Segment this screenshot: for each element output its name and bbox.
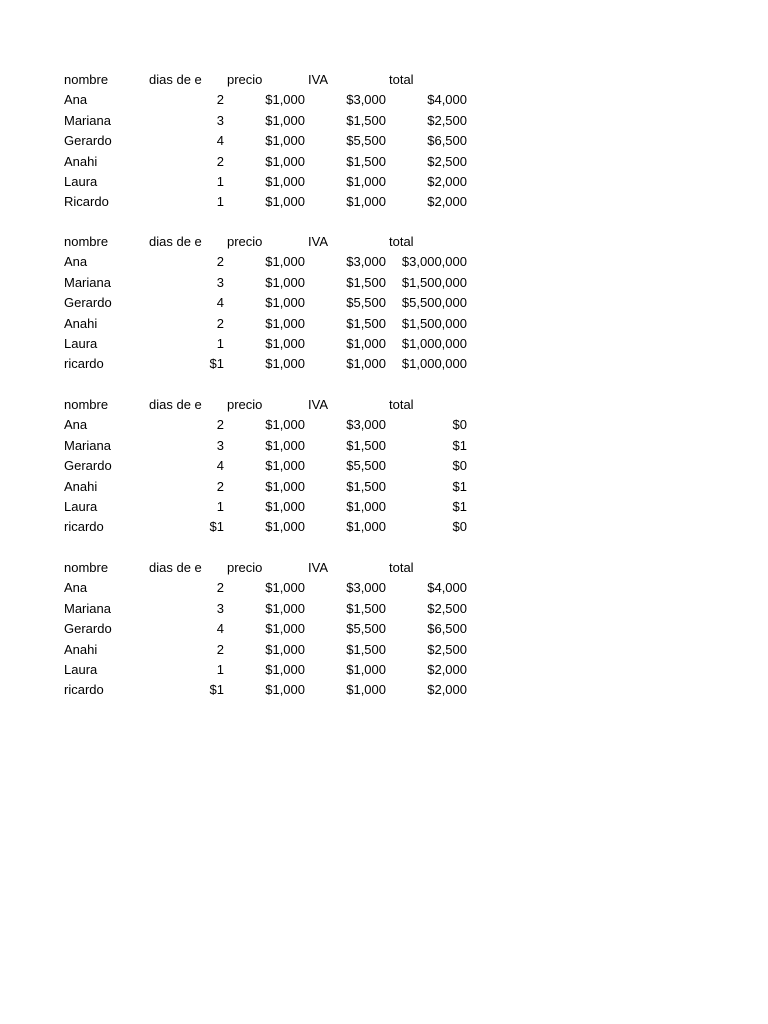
header-total: total	[389, 234, 414, 249]
header-nombre: nombre	[64, 72, 109, 87]
cell-total: $2,500	[427, 153, 467, 169]
cell-total: $0	[452, 417, 467, 433]
cell-total: $1,000,000	[401, 335, 467, 351]
cell-nombre: Gerardo	[64, 621, 112, 637]
cell-iva: $1,500	[346, 112, 386, 128]
table-row	[0, 354, 768, 374]
header-row	[0, 232, 768, 252]
header-dias: dias de e	[149, 397, 202, 412]
cell-nombre: Laura	[64, 173, 98, 189]
cell-iva: $3,000	[346, 417, 386, 433]
cell-total: $1	[452, 498, 467, 514]
cell-dias: 3	[216, 274, 224, 290]
cell-iva: $3,000	[346, 254, 386, 270]
cell-nombre: Anahi	[64, 153, 98, 169]
cell-iva: $1,500	[346, 274, 386, 290]
cell-nombre: Gerardo	[64, 458, 112, 474]
cell-dias: 2	[216, 417, 224, 433]
header-iva: IVA	[308, 234, 328, 249]
header-nombre: nombre	[64, 397, 109, 412]
cell-nombre: Gerardo	[64, 133, 112, 149]
cell-nombre: ricardo	[64, 356, 104, 372]
cell-dias: 2	[216, 315, 224, 331]
cell-dias: 1	[216, 498, 224, 514]
header-iva: IVA	[308, 72, 328, 87]
cell-precio: $1,000	[265, 194, 305, 210]
cell-nombre: Ana	[64, 254, 88, 270]
cell-total: $2,000	[427, 194, 467, 210]
header-iva: IVA	[308, 560, 328, 575]
cell-iva: $1,000	[346, 498, 386, 514]
cell-precio: $1,000	[265, 335, 305, 351]
cell-dias: $1	[209, 682, 224, 698]
cell-iva: $5,500	[346, 458, 386, 474]
table-row	[0, 456, 768, 476]
cell-total: $2,000	[427, 173, 467, 189]
table-row	[0, 517, 768, 537]
cell-iva: $1,000	[346, 682, 386, 698]
header-precio: precio	[227, 234, 263, 249]
cell-iva: $1,000	[346, 356, 386, 372]
cell-dias: 2	[216, 254, 224, 270]
cell-iva: $3,000	[346, 580, 386, 596]
header-dias: dias de e	[149, 560, 202, 575]
cell-iva: $1,500	[346, 641, 386, 657]
header-precio: precio	[227, 72, 263, 87]
cell-dias: 2	[216, 580, 224, 596]
cell-dias: 1	[216, 194, 224, 210]
cell-total: $2,000	[427, 682, 467, 698]
header-iva: IVA	[308, 397, 328, 412]
table-row	[0, 640, 768, 660]
cell-total: $1,000,000	[401, 356, 467, 372]
table-row	[0, 680, 768, 700]
table-row	[0, 172, 768, 192]
header-row	[0, 70, 768, 90]
cell-total: $0	[452, 458, 467, 474]
table-row	[0, 334, 768, 354]
cell-dias: 2	[216, 153, 224, 169]
cell-precio: $1,000	[265, 621, 305, 637]
table-row	[0, 314, 768, 334]
header-row	[0, 395, 768, 415]
cell-iva: $1,500	[346, 437, 386, 453]
cell-iva: $1,500	[346, 478, 386, 494]
table-row	[0, 252, 768, 272]
cell-dias: 2	[216, 478, 224, 494]
cell-nombre: Gerardo	[64, 295, 112, 311]
table-4	[0, 558, 768, 701]
cell-nombre: Ana	[64, 580, 88, 596]
table-row	[0, 415, 768, 435]
table-row	[0, 111, 768, 131]
cell-dias: 2	[216, 641, 224, 657]
cell-iva: $1,000	[346, 661, 386, 677]
cell-precio: $1,000	[265, 356, 305, 372]
header-nombre: nombre	[64, 560, 109, 575]
table-row	[0, 436, 768, 456]
cell-total: $3,000,000	[401, 254, 467, 270]
cell-nombre: Ana	[64, 92, 88, 108]
cell-iva: $1,000	[346, 519, 386, 535]
header-total: total	[389, 397, 414, 412]
table-row	[0, 660, 768, 680]
cell-precio: $1,000	[265, 661, 305, 677]
table-1	[0, 70, 768, 213]
cell-nombre: Anahi	[64, 315, 98, 331]
cell-total: $2,000	[427, 661, 467, 677]
table-row	[0, 192, 768, 212]
cell-precio: $1,000	[265, 295, 305, 311]
table-row	[0, 152, 768, 172]
cell-precio: $1,000	[265, 641, 305, 657]
cell-precio: $1,000	[265, 437, 305, 453]
header-precio: precio	[227, 560, 263, 575]
cell-nombre: ricardo	[64, 519, 104, 535]
cell-total: $2,500	[427, 112, 467, 128]
cell-precio: $1,000	[265, 458, 305, 474]
cell-precio: $1,000	[265, 133, 305, 149]
header-total: total	[389, 560, 414, 575]
cell-nombre: Mariana	[64, 274, 111, 290]
cell-total: $4,000	[427, 92, 467, 108]
cell-dias: 1	[216, 173, 224, 189]
cell-iva: $5,500	[346, 621, 386, 637]
cell-precio: $1,000	[265, 519, 305, 535]
table-row	[0, 273, 768, 293]
header-row	[0, 558, 768, 578]
header-precio: precio	[227, 397, 263, 412]
table-row	[0, 477, 768, 497]
cell-total: $4,000	[427, 580, 467, 596]
cell-total: $6,500	[427, 133, 467, 149]
cell-nombre: Mariana	[64, 437, 111, 453]
cell-dias: 2	[216, 92, 224, 108]
cell-dias: 4	[216, 621, 224, 637]
cell-nombre: Anahi	[64, 478, 98, 494]
cell-iva: $1,000	[346, 194, 386, 210]
cell-total: $5,500,000	[401, 295, 467, 311]
cell-nombre: Laura	[64, 335, 98, 351]
cell-dias: 3	[216, 437, 224, 453]
cell-total: $1,500,000	[401, 315, 467, 331]
cell-nombre: Mariana	[64, 112, 111, 128]
cell-nombre: Laura	[64, 498, 98, 514]
cell-dias: 1	[216, 661, 224, 677]
cell-iva: $3,000	[346, 92, 386, 108]
table-row	[0, 131, 768, 151]
table-row	[0, 497, 768, 517]
cell-total: $0	[452, 519, 467, 535]
cell-total: $2,500	[427, 641, 467, 657]
cell-total: $2,500	[427, 600, 467, 616]
cell-total: $1,500,000	[401, 274, 467, 290]
table-row	[0, 599, 768, 619]
cell-total: $1	[452, 437, 467, 453]
cell-precio: $1,000	[265, 478, 305, 494]
cell-iva: $1,000	[346, 335, 386, 351]
cell-precio: $1,000	[265, 682, 305, 698]
cell-precio: $1,000	[265, 112, 305, 128]
cell-precio: $1,000	[265, 580, 305, 596]
cell-iva: $5,500	[346, 133, 386, 149]
cell-precio: $1,000	[265, 600, 305, 616]
header-dias: dias de e	[149, 72, 202, 87]
cell-precio: $1,000	[265, 274, 305, 290]
table-row	[0, 619, 768, 639]
cell-precio: $1,000	[265, 417, 305, 433]
table-row	[0, 578, 768, 598]
table-3	[0, 395, 768, 538]
cell-dias: 4	[216, 458, 224, 474]
cell-dias: 4	[216, 295, 224, 311]
cell-dias: 3	[216, 600, 224, 616]
cell-nombre: Ricardo	[64, 194, 109, 210]
cell-nombre: Mariana	[64, 600, 111, 616]
cell-dias: 3	[216, 112, 224, 128]
cell-iva: $1,500	[346, 600, 386, 616]
cell-precio: $1,000	[265, 254, 305, 270]
cell-total: $1	[452, 478, 467, 494]
cell-iva: $1,500	[346, 315, 386, 331]
cell-iva: $1,000	[346, 173, 386, 189]
cell-precio: $1,000	[265, 173, 305, 189]
cell-nombre: Laura	[64, 661, 98, 677]
cell-iva: $1,500	[346, 153, 386, 169]
cell-total: $6,500	[427, 621, 467, 637]
header-nombre: nombre	[64, 234, 109, 249]
table-2	[0, 232, 768, 375]
cell-nombre: ricardo	[64, 682, 104, 698]
header-total: total	[389, 72, 414, 87]
cell-dias: 4	[216, 133, 224, 149]
header-dias: dias de e	[149, 234, 202, 249]
cell-precio: $1,000	[265, 153, 305, 169]
cell-nombre: Ana	[64, 417, 88, 433]
cell-precio: $1,000	[265, 92, 305, 108]
table-row	[0, 90, 768, 110]
cell-dias: $1	[209, 356, 224, 372]
cell-iva: $5,500	[346, 295, 386, 311]
cell-precio: $1,000	[265, 498, 305, 514]
cell-dias: $1	[209, 519, 224, 535]
cell-dias: 1	[216, 335, 224, 351]
cell-precio: $1,000	[265, 315, 305, 331]
cell-nombre: Anahi	[64, 641, 98, 657]
table-row	[0, 293, 768, 313]
